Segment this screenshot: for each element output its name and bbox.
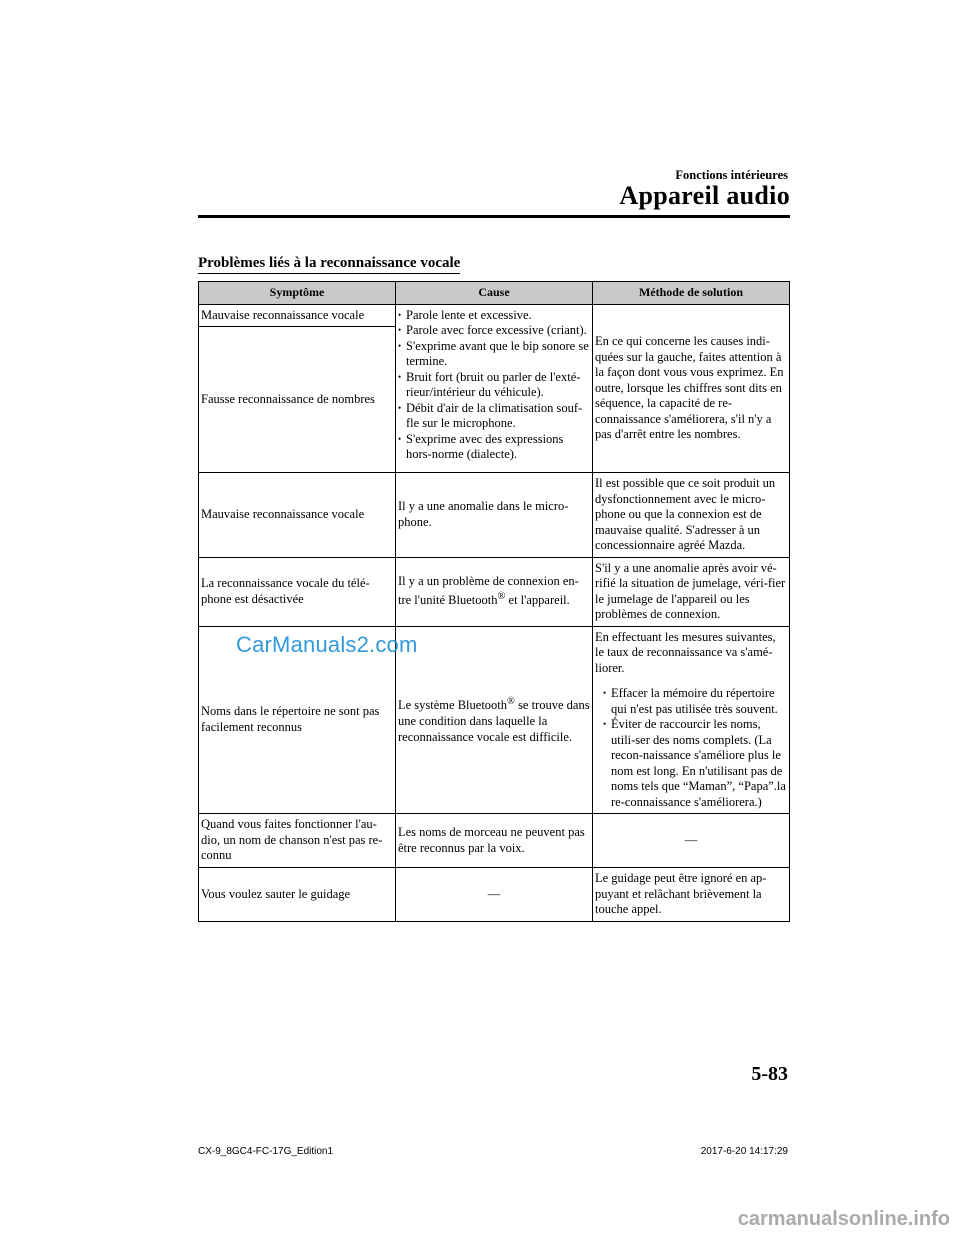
cause-text: Le système Bluetooth xyxy=(398,698,508,713)
table-row xyxy=(199,304,790,327)
cause-cell: — xyxy=(396,868,593,922)
cause-cell: Les noms de morceau ne peuvent pas être reconnus par la voix. xyxy=(396,814,593,868)
cause-cell: Il y a une anomalie dans le micro-phone. xyxy=(396,473,593,558)
chapter-title: Fonctions intérieures xyxy=(675,168,788,182)
solution-cell: Le guidage peut être ignoré en ap-puyant et relâchant brièvement la touche appel. xyxy=(593,868,790,922)
symptom-cell: La reconnaissance vocale du télé-phone est désactivée xyxy=(199,557,396,626)
table-row xyxy=(199,868,790,922)
solution-cell: — xyxy=(593,814,790,868)
solution-list xyxy=(603,686,787,810)
cause-text-end: se trouve dans une condition dans laquelle la reconnaissance vocale est difficile. xyxy=(398,698,590,744)
cause-cell xyxy=(396,557,593,626)
footer-edition: CX-9_8GC4-FC-17G_Edition1 xyxy=(198,1146,334,1157)
table-row xyxy=(199,814,790,868)
subheading: Problèmes liés à la reconnaissance vocale xyxy=(198,254,460,274)
page-number: 5-83 xyxy=(751,1063,788,1085)
solution-cell: En ce qui concerne les causes indi-quées sur la gauche, faites attention à la façon dont vous vous exprimez. En outre, lorsque les chiffres sont dits en séquence, la capacité de re-connaissance s'améliorera, s'il n'y a pas d'arrêt entre les nombres. xyxy=(593,304,790,473)
column-header-cause: Cause xyxy=(396,282,593,305)
solution-cell: S'il y a une anomalie après avoir vé-rifié la situation de jumelage, véri-fier le jumelage de l'appareil ou les problèmes de connexion. xyxy=(593,557,790,626)
section-title: Appareil audio xyxy=(619,181,790,210)
list-item: • Effacer la mémoire du répertoire qui n'est pas utilisée très souvent. xyxy=(603,686,787,717)
cause-list xyxy=(398,308,590,463)
column-header-solution: Méthode de solution xyxy=(593,282,790,305)
watermark: CarManuals2.com xyxy=(236,632,418,657)
cause-cell xyxy=(396,626,593,814)
symptom-cell: Mauvaise reconnaissance vocale xyxy=(199,473,396,558)
list-item: • Parole avec force excessive (criant). xyxy=(398,323,590,339)
footer-timestamp: 2017-6-20 14:17:29 xyxy=(700,1146,788,1157)
list-item: • S'exprime avec des expressions hors-norme (dialecte). xyxy=(398,432,590,463)
cause-text: Il y a un problème de connexion en-tre l'unité Bluetooth xyxy=(398,573,579,608)
list-item: • S'exprime avant que le bip sonore se termine. xyxy=(398,339,590,370)
list-item: • Bruit fort (bruit ou parler de l'exté-rieur/intérieur du véhicule). xyxy=(398,370,590,401)
cause-text-end: et l'appareil. xyxy=(505,593,570,608)
table-row xyxy=(199,557,790,626)
registered-mark: ® xyxy=(507,696,515,708)
solution-intro: En effectuant les mesures suivantes, le taux de reconnaissance va s'amé-liorer. xyxy=(595,629,776,675)
symptom-cell: Mauvaise reconnaissance vocale xyxy=(199,304,396,327)
symptom-cell: Fausse reconnaissance de nombres xyxy=(199,327,396,473)
symptom-cell: Vous voulez sauter le guidage xyxy=(199,868,396,922)
table-header-row xyxy=(199,282,790,305)
column-header-symptom: Symptôme xyxy=(199,282,396,305)
header-rule xyxy=(198,215,790,218)
solution-cell xyxy=(593,626,790,814)
site-watermark: carmanualsonline.info xyxy=(737,1208,950,1230)
list-item: • Parole lente et excessive. xyxy=(398,308,590,324)
registered-mark: ® xyxy=(497,591,506,603)
list-item: • Débit d'air de la climatisation souf-fle sur le microphone. xyxy=(398,401,590,432)
troubleshooting-table xyxy=(198,281,790,922)
cause-cell xyxy=(396,304,593,473)
table-row xyxy=(199,473,790,558)
solution-cell: Il est possible que ce soit produit un dysfonctionnement avec le micro-phone ou que la connexion est de mauvaise qualité. S'adresser à un concessionnaire agréé Mazda. xyxy=(593,473,790,558)
list-item: • Éviter de raccourcir les noms, utili-ser des noms complets. (La recon-naissance s'améliore plus le nom est long. En n'utilisant pas de noms tels que “Maman”, “Papa”.la re-connaissance s'améliorera.) xyxy=(603,717,787,810)
symptom-cell: Noms dans le répertoire ne sont pas facilement reconnus xyxy=(199,626,396,814)
symptom-cell: Quand vous faites fonctionner l'au-dio, un nom de chanson n'est pas re-connu xyxy=(199,814,396,868)
